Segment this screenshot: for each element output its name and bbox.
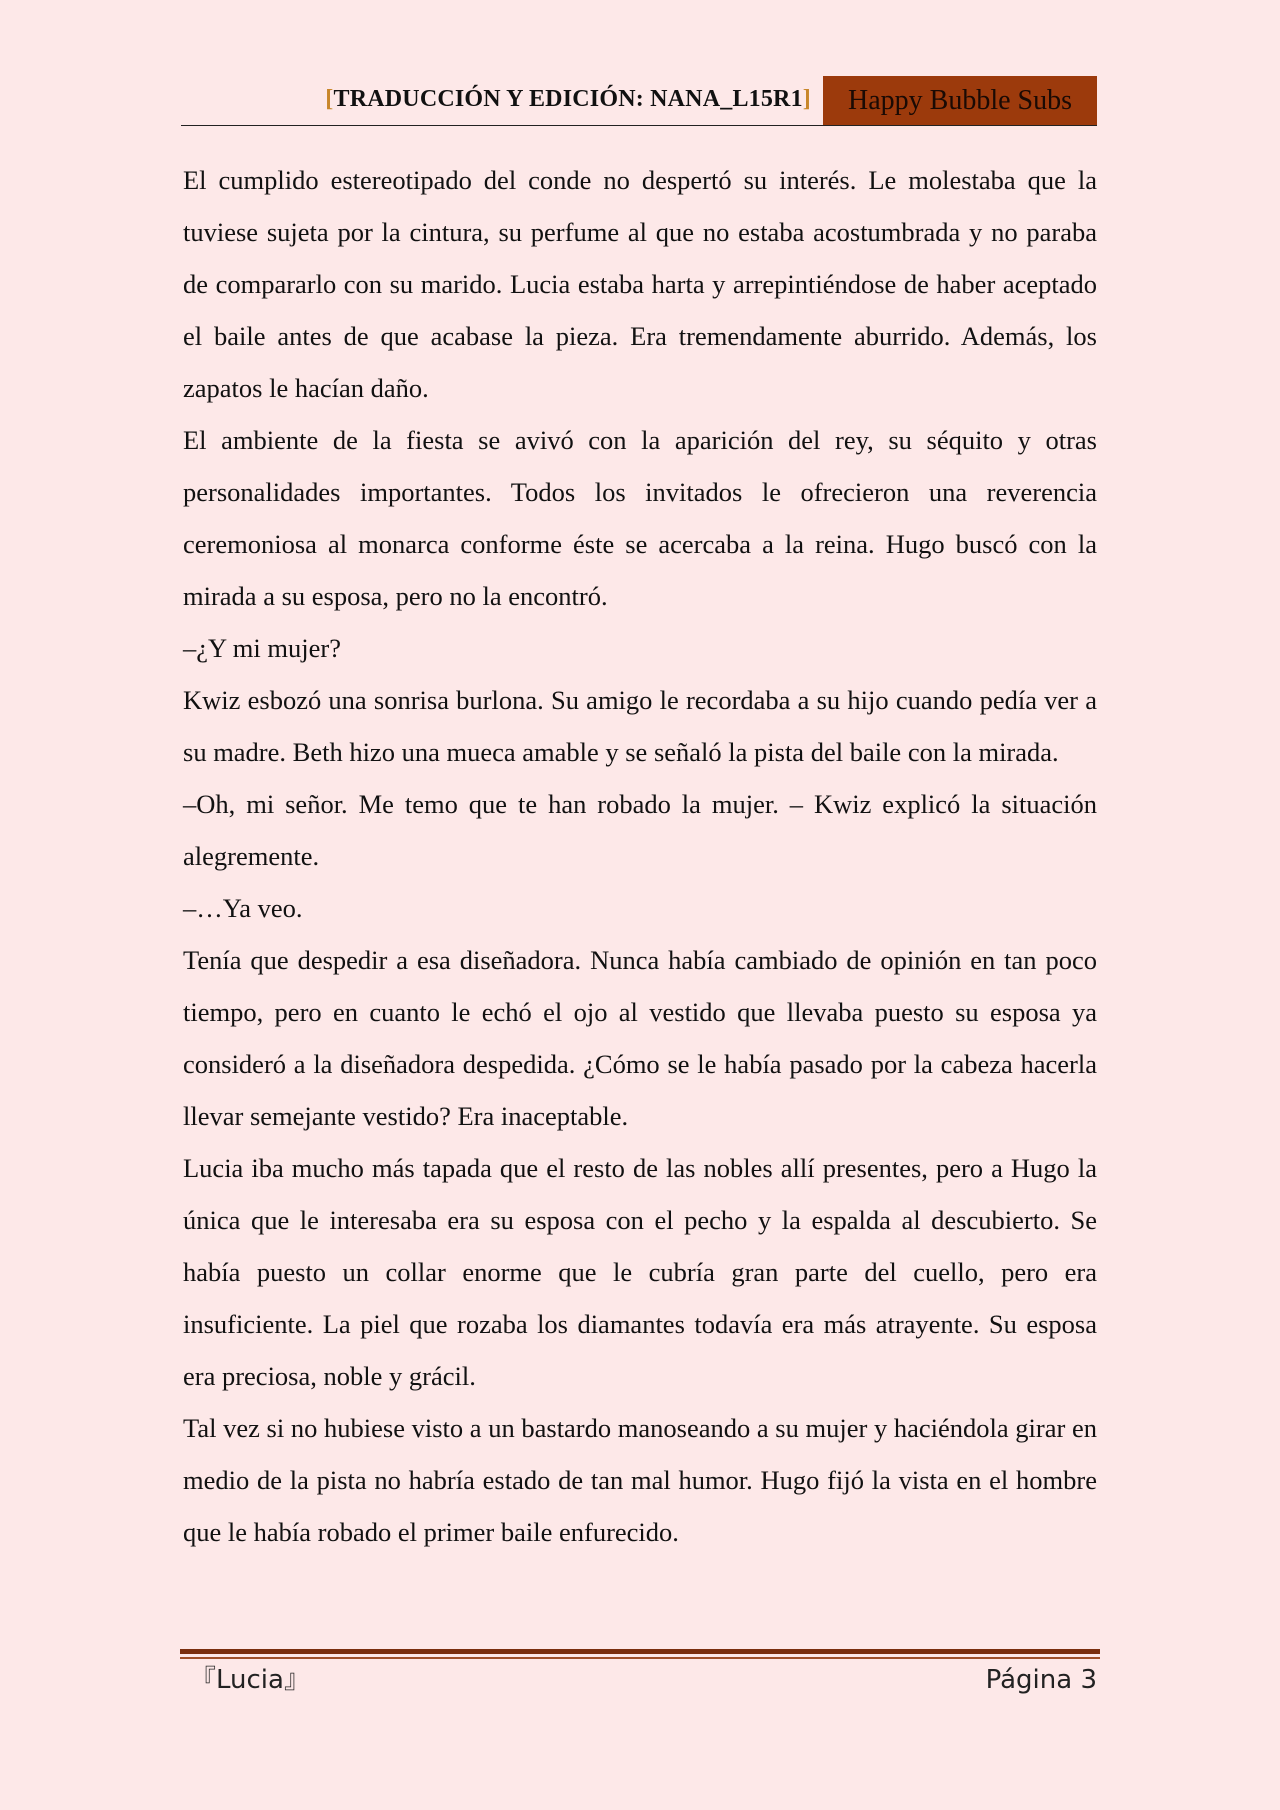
translation-credit [325, 86, 811, 113]
paragraph-5: –Oh, mi señor. Me temo que te han robado la mujer. – Kwiz explicó la situación alegremente. [183, 789, 1097, 871]
paragraph-7: Tenía que despedir a esa diseñadora. Nunca había cambiado de opinión en tan poco tiempo, pero en cuanto le echó el ojo al vestido que llevaba puesto su esposa ya consideró a la diseñadora despedida. ¿Cómo se le había pasado por la cabeza hacerla llevar semejante vestido? Era inaceptable. [183, 945, 1097, 1131]
paragraph-1: El cumplido estereotipado del conde no despertó su interés. Le molestaba que la tuviese sujeta por la cintura, su perfume al que no estaba acostumbrada y no paraba de compararlo con su marido. Lucia estaba harta y arrepintiéndose de haber aceptado el baile antes de que acabase la pieza. Era tremendamente aburrido. Además, los zapatos le hacían daño. [183, 165, 1097, 403]
credit-close-bracket: ] [802, 86, 811, 112]
paragraph-9: Tal vez si no hubiese visto a un bastardo manoseando a su mujer y haciéndola girar en medio de la pista no habría estado de tan mal humor. Hugo fijó la vista en el hombre que le había robado el primer baile enfurecido. [183, 1413, 1097, 1547]
paragraph-2: El ambiente de la fiesta se avivó con la aparición del rey, su séquito y otras personalidades importantes. Todos los invitados le ofrecieron una reverencia ceremoniosa al monarca conforme éste se acercaba a la reina. Hugo buscó con la mirada a su esposa, pero no la encontró. [183, 425, 1097, 611]
group-badge: Happy Bubble Subs [823, 76, 1097, 126]
credit-open-bracket: [ [325, 86, 334, 112]
paragraph-6: –…Ya veo. [183, 893, 303, 923]
credit-text: TRADUCCIÓN Y EDICIÓN: NANA_L15R1 [333, 86, 803, 112]
footer-rule-thick [180, 1649, 1100, 1654]
footer-rule-thin [180, 1657, 1100, 1659]
paragraph-8: Lucia iba mucho más tapada que el resto de las nobles allí presentes, pero a Hugo la única que le interesaba era su esposa con el pecho y la espalda al descubierto. Se había puesto un collar enorme que le cubría gran parte del cuello, pero era insuficiente. La piel que rozaba los diamantes todavía era más atrayente. Su esposa era preciosa, noble y grácil. [183, 1153, 1097, 1391]
footer-page-number: Página 3 [985, 1665, 1097, 1695]
footer-book-title: 『Lucia』 [190, 1665, 310, 1695]
header-rule [181, 125, 1097, 126]
page-header [181, 76, 1097, 126]
paragraph-4: Kwiz esbozó una sonrisa burlona. Su amigo le recordaba a su hijo cuando pedía ver a su madre. Beth hizo una mueca amable y se señaló la pista del baile con la mirada. [183, 685, 1097, 767]
chapter-body [183, 154, 1097, 1558]
paragraph-3: –¿Y mi mujer? [183, 633, 341, 663]
